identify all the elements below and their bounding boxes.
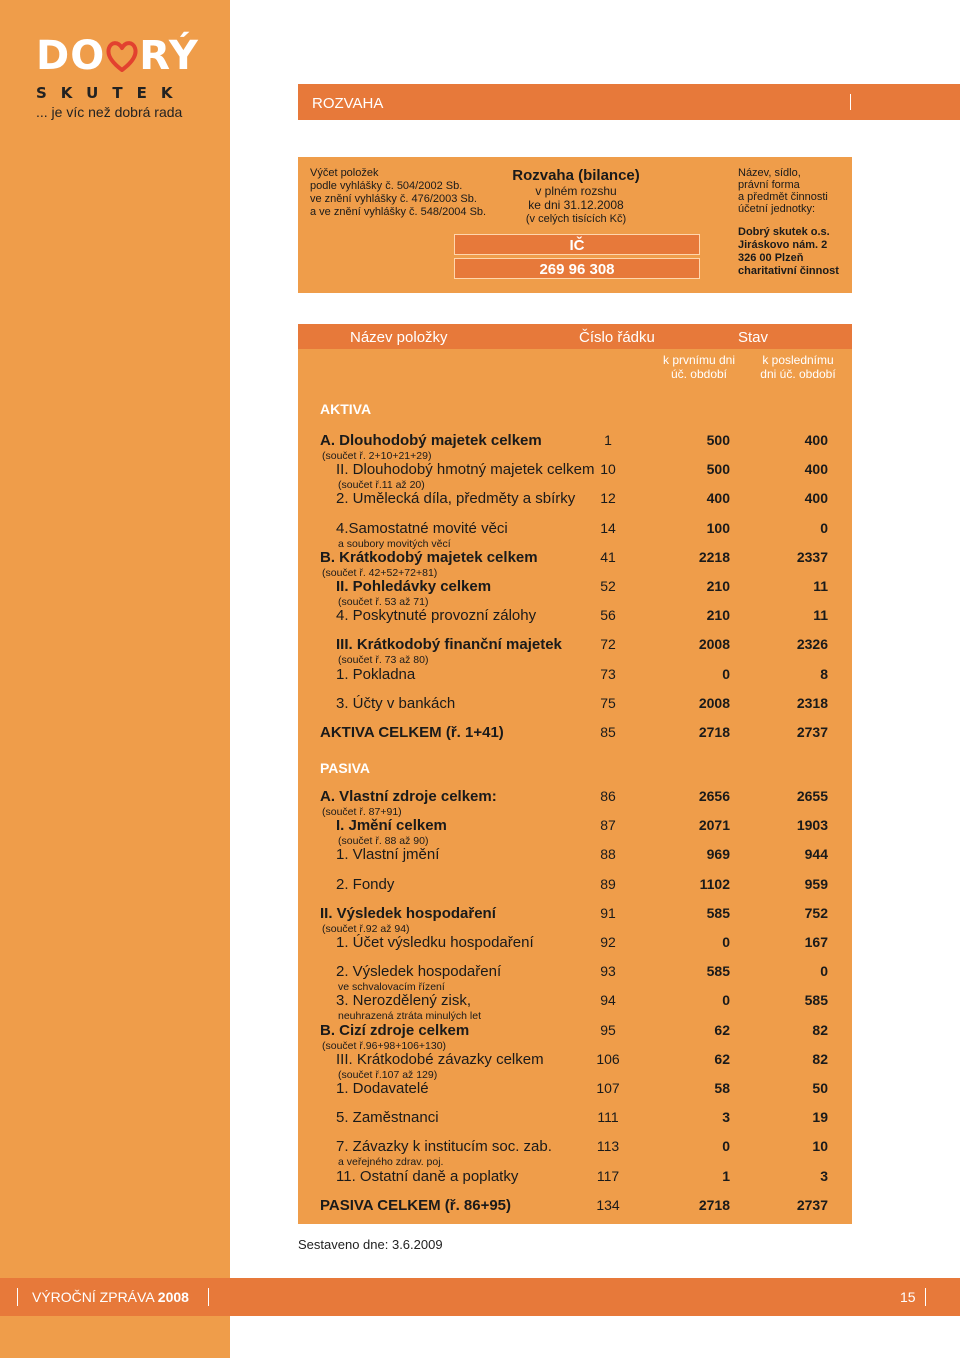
entity-details [738, 226, 839, 278]
table-row [298, 846, 852, 876]
header-row-number: Číslo řádku [579, 329, 655, 346]
row-number: 56 [600, 607, 616, 624]
row-label: A. Dlouhodobý majetek celkem [320, 432, 542, 449]
row-label: II. Dlouhodobý hmotný majetek celkem [336, 461, 595, 479]
row-label: 7. Závazky k institucím soc. zab. [336, 1138, 552, 1156]
header-last-day-line: dni úč. období [760, 367, 836, 381]
table-row [298, 817, 852, 847]
row-label: III. Krátkodobý finanční majetek [336, 636, 562, 654]
row-sublabel: a soubory movitých věcí [338, 537, 451, 550]
value-first-day: 585 [706, 904, 730, 921]
value-first-day: 500 [706, 432, 730, 448]
row-number: 134 [596, 1196, 620, 1213]
value-last-day: 11 [813, 578, 828, 594]
balance-units: (v celých tisících Kč) [525, 213, 627, 225]
table-row [298, 578, 852, 608]
value-first-day: 62 [714, 1050, 730, 1067]
row-number: 117 [596, 1167, 620, 1184]
row-sublabel: (součet ř. 42+52+72+81) [322, 566, 438, 579]
table-row [298, 607, 852, 637]
table-row [298, 1138, 852, 1168]
row-sublabel: (součet ř.96+98+106+130) [322, 1039, 447, 1052]
row-number: 91 [600, 904, 616, 921]
table-header [298, 324, 852, 349]
row-number: 113 [596, 1138, 620, 1155]
value-first-day: 2008 [698, 636, 730, 653]
value-first-day: 0 [722, 1138, 730, 1155]
legal-line: Výčet položek [310, 167, 379, 179]
value-first-day: 0 [722, 665, 730, 682]
value-last-day: 2737 [796, 724, 828, 740]
row-label: 1. Vlastní jmění [336, 846, 440, 864]
row-label: 4.Samostatné movité věci [336, 519, 508, 537]
row-label: 2. Umělecká díla, předměty a sbírky [336, 490, 576, 508]
section-assets: AKTIVA [320, 401, 372, 417]
row-number: 12 [600, 490, 616, 507]
value-last-day: 752 [804, 904, 828, 921]
footer-divider [17, 1288, 18, 1306]
value-last-day: 50 [812, 1080, 828, 1096]
row-number: 111 [597, 1109, 619, 1126]
table-row [298, 992, 852, 1022]
header-last-day-line: k poslednímu [762, 353, 834, 367]
info-box [298, 157, 852, 293]
row-label: PASIVA CELKEM (ř. 86+95) [320, 1196, 512, 1214]
table-row [298, 1109, 852, 1139]
footer-divider [925, 1288, 926, 1306]
row-label: II. Pohledávky celkem [336, 578, 492, 595]
row-label: 5. Zaměstnanci [336, 1109, 439, 1127]
row-sublabel: (součet ř.11 až 20) [338, 479, 425, 492]
value-last-day: 2326 [796, 636, 828, 653]
table-row [298, 724, 852, 754]
value-first-day: 2718 [698, 1196, 730, 1213]
table-row [298, 1197, 852, 1227]
compiled-date: Sestaveno dne: 3.6.2009 [298, 1237, 443, 1252]
row-number: 73 [600, 665, 616, 682]
table-row [298, 490, 852, 520]
value-last-day: 167 [804, 934, 828, 950]
row-number: 72 [600, 636, 616, 653]
row-label: 2. Fondy [336, 875, 395, 893]
value-last-day: 400 [804, 461, 828, 478]
entity-caption-line: právní forma [738, 179, 800, 191]
row-number: 92 [600, 934, 616, 950]
value-first-day: 3 [722, 1109, 730, 1126]
row-label: 3. Nerozdělený zisk, [336, 992, 472, 1010]
heart-icon [106, 38, 138, 72]
row-number: 85 [600, 724, 616, 740]
row-number: 41 [600, 548, 616, 565]
row-number: 93 [600, 963, 616, 980]
entity-block [738, 167, 839, 278]
value-first-day: 2008 [698, 694, 730, 711]
value-first-day: 0 [722, 992, 730, 1009]
row-label: 1. Pokladna [336, 665, 416, 683]
value-last-day: 0 [820, 963, 828, 980]
row-label: III. Krátkodobé závazky celkem [336, 1050, 544, 1068]
value-first-day: 2656 [698, 788, 730, 804]
value-last-day: 2655 [796, 788, 828, 804]
value-last-day: 400 [804, 432, 828, 448]
row-sublabel: (součet ř.107 až 129) [338, 1068, 438, 1081]
footer-left-fill [0, 1316, 230, 1358]
balance-date: ke dni 31.12.2008 [528, 198, 624, 212]
balance-scope: v plném rozshu [535, 184, 617, 198]
row-number: 86 [600, 788, 616, 804]
value-last-day: 10 [812, 1138, 828, 1155]
table-row [298, 876, 852, 906]
logo-sub: SKUTEK [36, 84, 187, 102]
value-last-day: 11 [813, 607, 828, 624]
footer-report-label: VÝROČNÍ ZPRÁVA [32, 1289, 154, 1305]
row-label: I. Jmění celkem [336, 817, 447, 835]
entity-caption-line: a předmět činnosti [738, 191, 828, 203]
footer-year: 2008 [157, 1289, 189, 1305]
logo-brand-left: DO [36, 33, 106, 79]
row-sublabel: (součet ř. 88 až 90) [338, 835, 429, 848]
row-number: 106 [596, 1050, 620, 1067]
row-label: B. Krátkodobý majetek celkem [320, 548, 538, 566]
row-label: 1. Účet výsledku hospodaření [336, 934, 534, 951]
value-last-day: 3 [820, 1167, 828, 1184]
value-last-day: 959 [804, 875, 828, 892]
logo-tagline: ... je víc než dobrá rada [36, 104, 183, 120]
logo [36, 34, 206, 124]
balance-table [298, 324, 852, 1224]
row-sublabel: neuhrazená ztráta minulých let [338, 1010, 481, 1023]
row-number: 14 [600, 519, 616, 536]
section-liabilities: PASIVA [320, 760, 371, 776]
entity-city: 326 00 Plzeň [738, 252, 804, 264]
entity-street: Jiráskovo nám. 2 [738, 239, 828, 251]
header-first-day-line: úč. období [670, 367, 728, 381]
value-first-day: 210 [706, 578, 730, 594]
row-label: A. Vlastní zdroje celkem: [320, 788, 497, 805]
value-last-day: 82 [812, 1050, 828, 1067]
row-label: 11. Ostatní daně a poplatky [336, 1167, 519, 1185]
table-row [298, 1168, 852, 1198]
header-last-day [750, 353, 846, 381]
row-label: AKTIVA CELKEM (ř. 1+41) [320, 724, 504, 741]
value-first-day: 62 [714, 1021, 730, 1038]
value-first-day: 1 [722, 1167, 730, 1184]
row-sublabel: (součet ř. 53 až 71) [338, 596, 429, 608]
row-number: 94 [600, 992, 616, 1009]
table-row [298, 1051, 852, 1081]
value-last-day: 585 [804, 992, 828, 1009]
entity-caption-line: účetní jednotky: [738, 203, 816, 215]
row-number: 89 [600, 875, 616, 892]
entity-name: Dobrý skutek o.s. [738, 226, 830, 238]
table-row [298, 549, 852, 579]
page-number: 15 [900, 1289, 916, 1305]
value-first-day: 585 [706, 963, 730, 980]
row-number: 107 [596, 1080, 620, 1096]
page-title: ROZVAHA [312, 95, 384, 112]
logo-brand-right: RÝ [139, 33, 199, 79]
value-last-day: 2318 [796, 694, 828, 711]
row-label: II. Výsledek hospodaření [320, 904, 496, 922]
sidebar-panel [0, 0, 230, 1278]
value-last-day: 8 [820, 665, 828, 682]
value-first-day: 100 [706, 519, 730, 536]
balance-title-block [453, 167, 699, 226]
balance-title: Rozvaha (bilance) [512, 167, 640, 184]
value-first-day: 58 [714, 1080, 730, 1096]
ic-box [454, 234, 700, 280]
row-sublabel: (součet ř.92 až 94) [322, 922, 410, 935]
row-number: 1 [604, 432, 612, 448]
footer-divider [208, 1288, 209, 1306]
row-number: 88 [600, 846, 616, 863]
table-row [298, 461, 852, 491]
value-first-day: 210 [706, 607, 730, 624]
value-last-day: 19 [812, 1109, 828, 1126]
row-sublabel: (součet ř. 87+91) [322, 806, 402, 818]
row-number: 95 [600, 1021, 616, 1038]
value-last-day: 400 [804, 490, 828, 507]
header-bar [298, 84, 960, 120]
row-sublabel: (součet ř. 2+10+21+29) [322, 450, 432, 462]
value-last-day: 82 [812, 1021, 828, 1038]
table-row [298, 1022, 852, 1052]
value-last-day: 2337 [796, 548, 828, 565]
ic-label: IČ [454, 234, 700, 255]
table-row [298, 636, 852, 666]
value-first-day: 2718 [698, 724, 730, 740]
value-first-day: 400 [706, 490, 730, 507]
value-first-day: 1102 [699, 875, 730, 892]
table-row [298, 1080, 852, 1110]
ic-value: 269 96 308 [454, 258, 700, 279]
row-number: 75 [600, 694, 616, 711]
row-label: B. Cizí zdroje celkem [320, 1021, 470, 1039]
row-sublabel: (součet ř. 73 až 80) [338, 654, 429, 667]
row-sublabel: ve schvalovacím řízení [338, 981, 445, 994]
value-last-day: 944 [804, 846, 828, 863]
legal-line: ve znění vyhlášky č. 476/2003 Sb. [310, 193, 477, 205]
legal-line: a ve znění vyhlášky č. 548/2004 Sb. [310, 206, 487, 218]
row-label: 2. Výsledek hospodaření [336, 963, 502, 981]
footer-report [32, 1289, 189, 1305]
footer-bar [0, 1278, 960, 1316]
header-first-day [656, 353, 742, 381]
value-first-day: 0 [722, 934, 730, 950]
table-row [298, 788, 852, 818]
header-state: Stav [738, 329, 769, 346]
entity-caption-line: Název, sídlo, [738, 167, 801, 179]
table-row [298, 695, 852, 725]
header-divider [850, 94, 851, 110]
row-label: 4. Poskytnuté provozní zálohy [336, 607, 537, 625]
row-number: 10 [600, 461, 616, 478]
row-label: 3. Účty v bankách [336, 694, 456, 712]
row-number: 52 [600, 578, 616, 594]
value-last-day: 0 [820, 519, 828, 536]
legal-line: podle vyhlášky č. 504/2002 Sb. [310, 180, 463, 192]
row-number: 87 [600, 817, 616, 834]
row-label: 1. Dodavatelé [336, 1080, 429, 1097]
value-first-day: 500 [706, 461, 730, 478]
table-row [298, 905, 852, 935]
table-row [298, 520, 852, 550]
table-row [298, 963, 852, 993]
logo-brand [36, 34, 206, 78]
value-first-day: 2071 [698, 817, 730, 834]
table-row [298, 934, 852, 964]
table-row [298, 666, 852, 696]
value-first-day: 969 [706, 846, 730, 863]
value-last-day: 2737 [796, 1196, 828, 1213]
value-last-day: 1903 [796, 817, 828, 834]
value-first-day: 2218 [698, 548, 730, 565]
table-row [298, 432, 852, 462]
header-first-day-line: k prvnímu dni [662, 353, 736, 367]
row-sublabel: a veřejného zdrav. poj. [338, 1156, 444, 1169]
header-item-name: Název položky [350, 329, 448, 346]
entity-activity: charitativní činnost [738, 265, 839, 277]
